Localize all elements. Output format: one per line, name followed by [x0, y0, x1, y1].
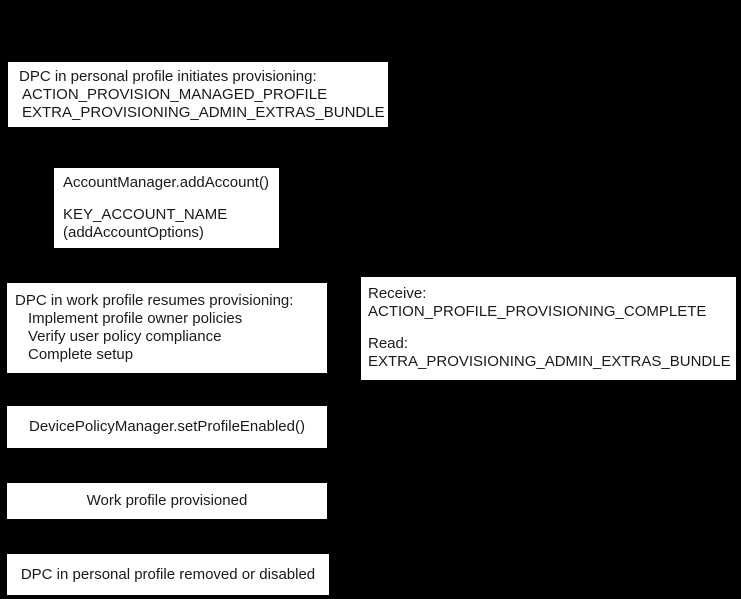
receive-value: ACTION_PROFILE_PROVISIONING_COMPLETE — [368, 303, 707, 320]
step-detail-action-provision: ACTION_PROVISION_MANAGED_PROFILE — [22, 86, 328, 103]
step-detail-key-account-name: KEY_ACCOUNT_NAME — [63, 206, 228, 223]
flow-step-initiate-provisioning — [8, 62, 388, 127]
step-title: DPC in personal profile initiates provisioning: — [19, 68, 317, 85]
flow-step-resume-provisioning — [7, 283, 327, 373]
step-title: AccountManager.addAccount() — [63, 174, 269, 191]
flow-step-receive-broadcast — [361, 277, 736, 380]
flow-step-add-account — [54, 168, 279, 248]
step-title: DPC in work profile resumes provisioning: — [15, 292, 294, 309]
step-title: Work profile provisioned — [86, 492, 248, 509]
step-title: DPC in personal profile removed or disabled — [20, 565, 316, 583]
receive-label: Receive: — [368, 285, 427, 302]
step-detail-implement-policies: Implement profile owner policies — [28, 310, 243, 327]
flow-step-work-profile-provisioned — [7, 483, 327, 519]
step-detail-verify-compliance: Verify user policy compliance — [28, 328, 222, 345]
read-label: Read: — [368, 335, 409, 352]
read-value: EXTRA_PROVISIONING_ADMIN_EXTRAS_BUNDLE — [368, 353, 731, 370]
step-detail-add-account-options: (addAccountOptions) — [63, 224, 204, 241]
step-detail-complete-setup: Complete setup — [28, 346, 134, 363]
step-title: DevicePolicyManager.setProfileEnabled() — [29, 418, 305, 435]
flow-step-dpc-removed-or-disabled — [7, 554, 329, 595]
flow-step-set-profile-enabled — [7, 406, 327, 448]
step-detail-extra-bundle: EXTRA_PROVISIONING_ADMIN_EXTRAS_BUNDLE — [22, 104, 385, 121]
